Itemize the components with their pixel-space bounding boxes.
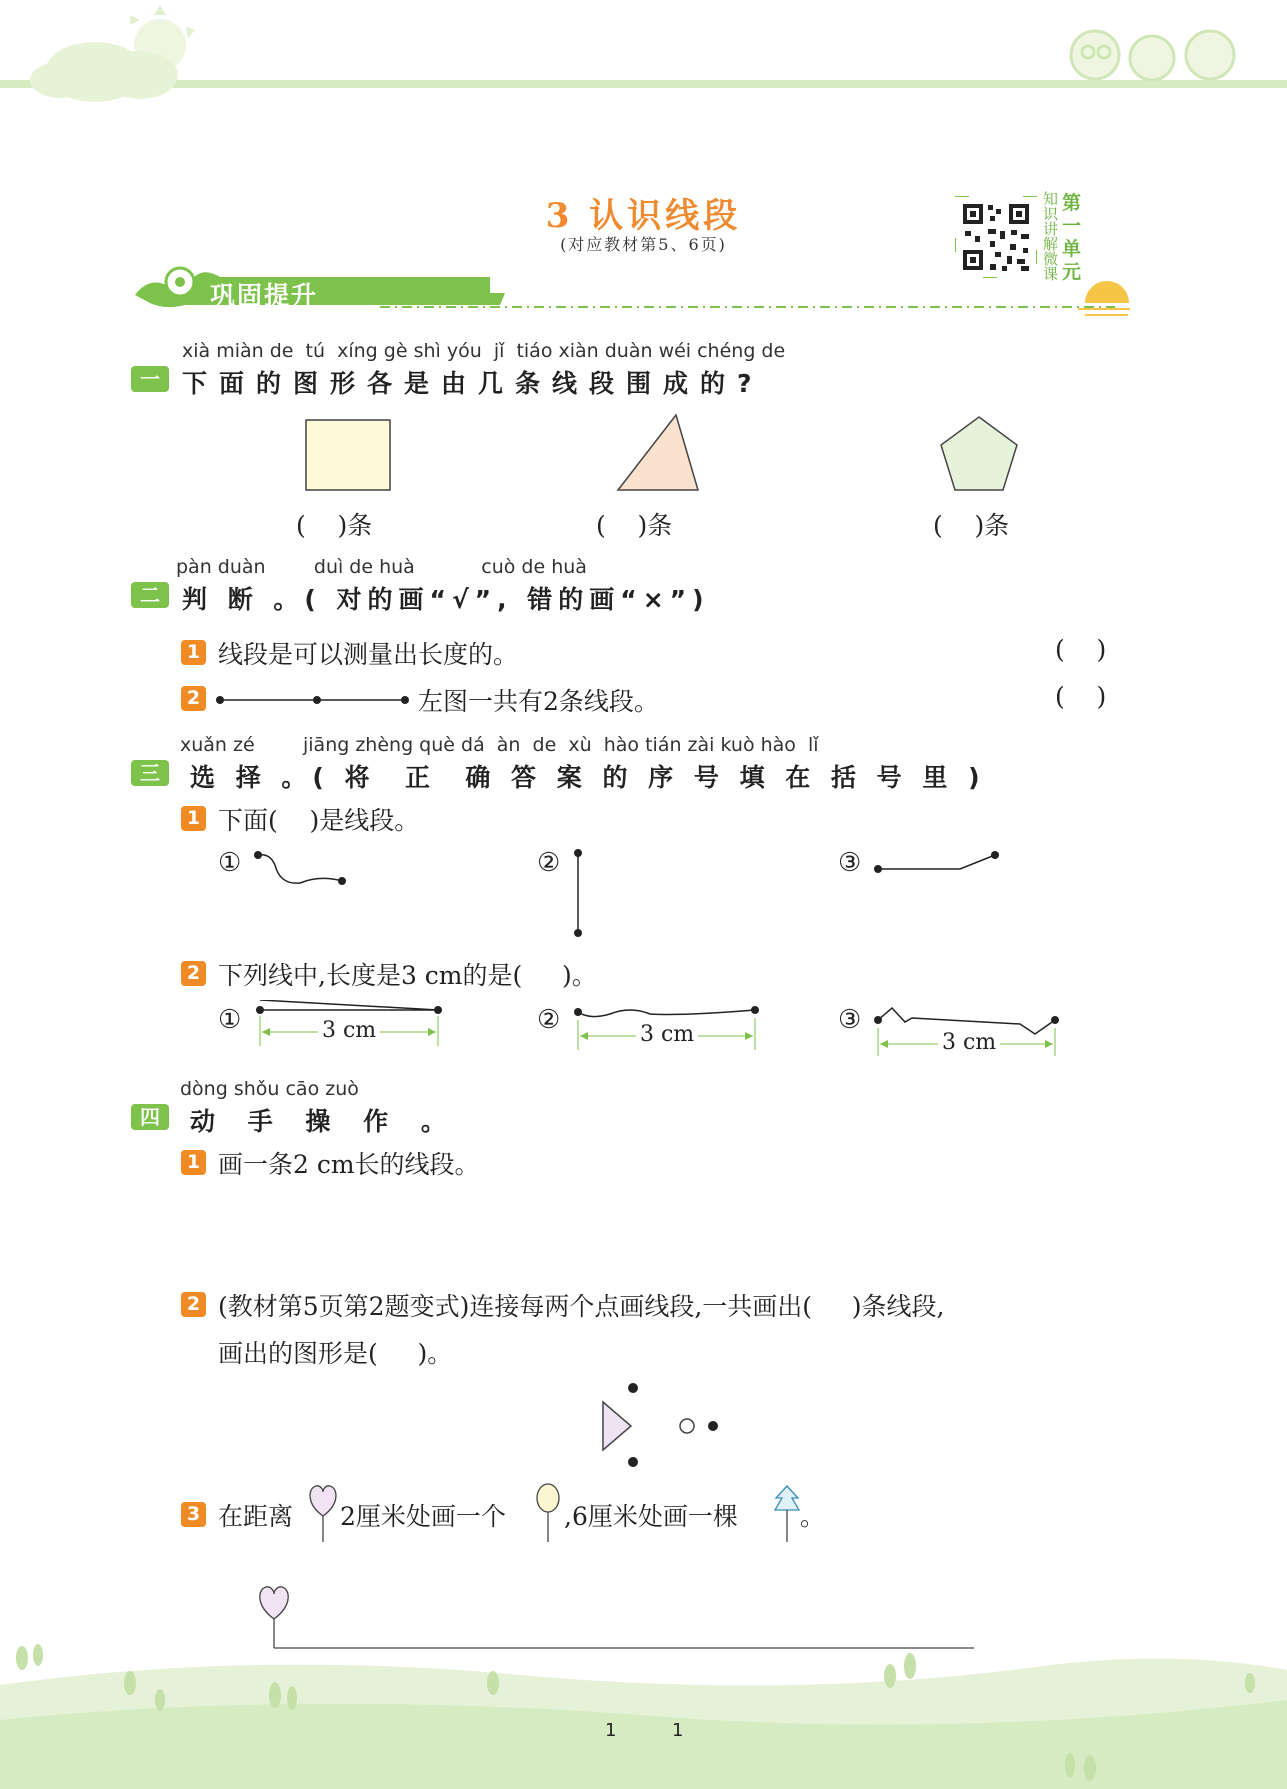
choice-q2-option-2[interactable]: ② <box>537 1005 561 1035</box>
section1-heading: 下面的图形各是由几条线段围成的? <box>182 369 764 398</box>
section4-pinyin: dòng shǒu cāo zuò <box>180 1078 359 1100</box>
choice-q1-option-2[interactable]: ② <box>537 848 561 878</box>
page-number-left: 1 <box>605 1720 617 1741</box>
choice-q2-text: 下列线中,长度是3 cm的是( )。 <box>218 961 597 990</box>
shape-pentagon <box>935 412 1025 494</box>
shape-triangle <box>610 410 710 495</box>
measure-label-1: 3 cm <box>318 1018 380 1043</box>
answer-blank-triangle[interactable]: ( )条 <box>596 511 673 540</box>
dots-figure <box>595 1378 725 1468</box>
section4-badge: 四 <box>131 1104 169 1130</box>
section4-heading: 动 手 操 作 。 <box>190 1107 458 1136</box>
section2-heading: 判 断 。( 对的画“√”, 错的画“×”) <box>182 585 710 614</box>
qr-label-micro-lesson: 知识讲解微课 <box>1043 190 1059 283</box>
answer-blank-pentagon[interactable]: ( )条 <box>933 511 1010 540</box>
judge-item-1-num: 1 <box>181 640 206 665</box>
tree-icon <box>772 1482 802 1544</box>
answer-blank-square[interactable]: ( )条 <box>296 511 373 540</box>
operate-q3-num: 3 <box>181 1502 206 1527</box>
sunrise-icon <box>1078 281 1130 315</box>
judge-item-2-text: 左图一共有2条线段。 <box>418 687 659 716</box>
footer-hills <box>0 1640 1287 1789</box>
choice-q1-option-3[interactable]: ③ <box>838 848 862 878</box>
choice-q1-option-1[interactable]: ① <box>218 848 242 878</box>
shape-square <box>300 415 400 495</box>
section2-badge: 二 <box>131 582 169 608</box>
operate-q3-part1: 在距离 <box>218 1502 294 1531</box>
segment-figure-three-points <box>215 690 415 710</box>
operate-q3-part3: ,6厘米处画一棵 <box>564 1502 738 1531</box>
judge-item-2-num: 2 <box>181 686 206 711</box>
judge-item-1-answer[interactable]: ( ) <box>1055 635 1107 664</box>
qr-label-unit: 第一单元 <box>1062 192 1082 283</box>
section3-pinyin: xuǎn zé jiāng zhèng què dá àn de xù hào tián zài kuò hào lǐ <box>180 734 819 756</box>
operate-q2-line2: 画出的图形是( )。 <box>218 1339 453 1368</box>
operate-q2-line1: (教材第5页第2题变式)连接每两个点画线段,一共画出( )条线段, <box>218 1292 945 1321</box>
page-subtitle: (对应教材第5、6页) <box>560 235 727 254</box>
choice-q2-option-1[interactable]: ① <box>218 1005 242 1035</box>
heart-icon <box>306 1482 340 1544</box>
operate-q3-part2: 2厘米处画一个 <box>340 1502 506 1531</box>
balloon-icon <box>534 1482 564 1544</box>
banner-label: 巩固提升 <box>210 281 319 310</box>
section1-badge: 一 <box>131 366 169 392</box>
operate-q1-text: 画一条2 cm长的线段。 <box>218 1150 480 1179</box>
choice-q2-num: 2 <box>181 961 206 986</box>
page-title: 3 认识线段 <box>545 196 742 236</box>
header-decoration <box>0 0 1287 110</box>
choice-q1-text: 下面( )是线段。 <box>218 806 420 835</box>
section2-pinyin: pàn duàn duì de huà cuò de huà <box>176 556 587 578</box>
measure-label-3: 3 cm <box>938 1030 1000 1055</box>
broken-line-figure <box>870 845 1000 875</box>
choice-q1-num: 1 <box>181 806 206 831</box>
vertical-segment-figure <box>568 845 588 940</box>
operate-q2-num: 2 <box>181 1292 206 1317</box>
curved-line-figure <box>250 845 350 895</box>
choice-q2-option-3[interactable]: ③ <box>838 1005 862 1035</box>
section3-badge: 三 <box>131 760 169 786</box>
judge-item-2-answer[interactable]: ( ) <box>1055 682 1107 711</box>
operate-q3-part4: 。 <box>800 1502 826 1531</box>
judge-item-1-text: 线段是可以测量出长度的。 <box>218 640 519 669</box>
measure-label-2: 3 cm <box>636 1022 698 1047</box>
operate-q1-num: 1 <box>181 1150 206 1175</box>
animal-friends-icon <box>1071 31 1234 80</box>
section1-pinyin: xià miàn de tú xíng gè shì yóu jǐ tiáo xiàn duàn wéi chéng de <box>182 340 786 362</box>
section3-heading: 选 择 。( 将 正 确 答 案 的 序 号 填 在 括 号 里 ) <box>190 763 986 792</box>
page-number-right: 1 <box>672 1720 684 1741</box>
